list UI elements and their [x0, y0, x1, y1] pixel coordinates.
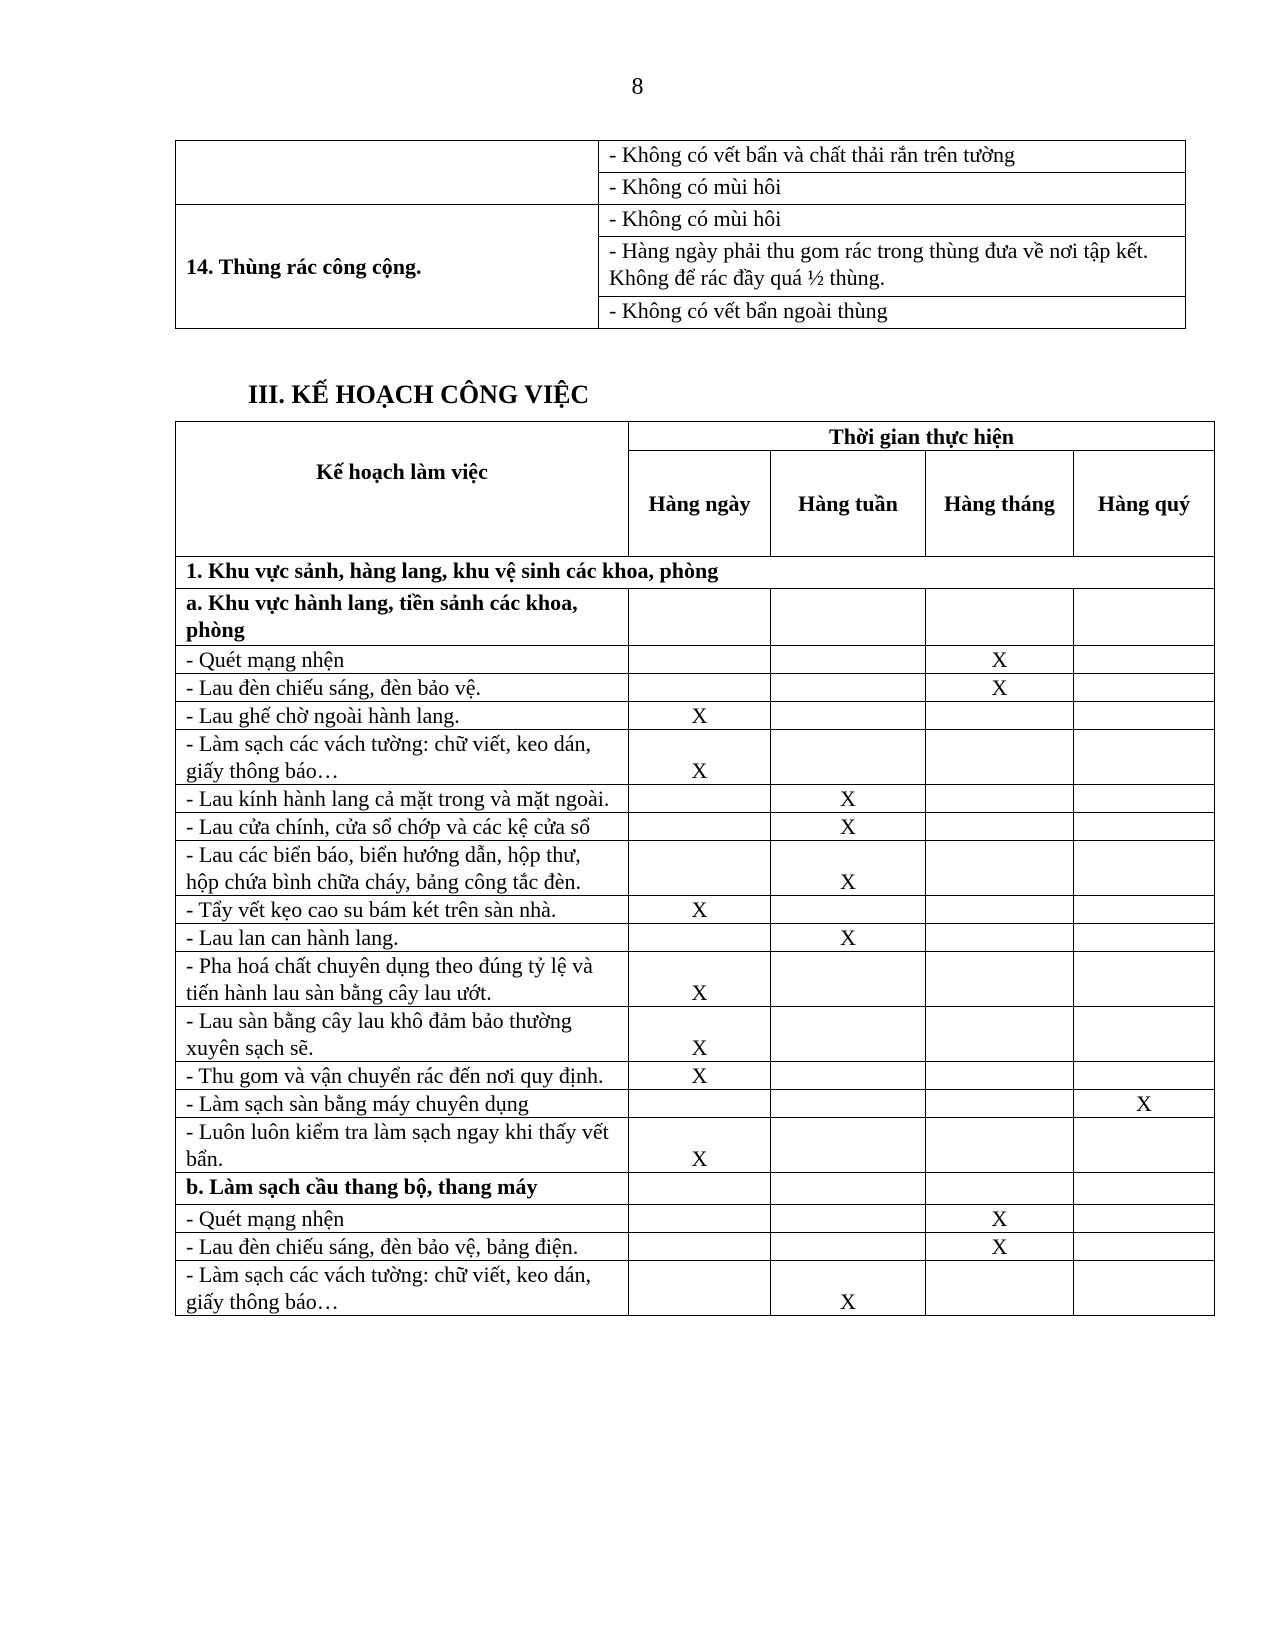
section-row — [176, 557, 1215, 589]
empty-cell — [926, 589, 1074, 646]
frequency-mark-weekly — [771, 1062, 926, 1090]
frequency-mark-weekly — [771, 952, 926, 1007]
table-row — [176, 1205, 1215, 1233]
frequency-mark-weekly — [771, 730, 926, 785]
frequency-mark-monthly — [926, 813, 1074, 841]
frequency-mark-daily — [629, 1261, 771, 1316]
frequency-mark-weekly: X — [771, 813, 926, 841]
frequency-mark-monthly: X — [926, 1233, 1074, 1261]
frequency-mark-weekly: X — [771, 924, 926, 952]
frequency-mark-weekly: X — [771, 841, 926, 896]
task-cell: - Lau kính hành lang cả mặt trong và mặt ngoài. — [176, 785, 629, 813]
frequency-mark-quarterly — [1074, 1261, 1215, 1316]
frequency-mark-daily: X — [629, 952, 771, 1007]
task-cell: - Quét mạng nhện — [176, 646, 629, 674]
frequency-mark-daily — [629, 646, 771, 674]
task-cell: - Lau đèn chiếu sáng, đèn bảo vệ, bảng điện. — [176, 1233, 629, 1261]
task-cell: - Lau các biển báo, biển hướng dẫn, hộp thư, hộp chứa bình chữa cháy, bảng công tắc đèn. — [176, 841, 629, 896]
table-row — [176, 674, 1215, 702]
subsection-row — [176, 589, 1215, 646]
section-heading: III. KẾ HOẠCH CÔNG VIỆC — [248, 380, 590, 409]
frequency-mark-weekly — [771, 896, 926, 924]
criteria-table — [175, 140, 1186, 329]
frequency-mark-daily: X — [629, 702, 771, 730]
criteria-item: - Không có mùi hôi — [599, 205, 1186, 237]
frequency-mark-daily: X — [629, 1118, 771, 1173]
column-header-quarterly: Hàng quý — [1074, 451, 1215, 557]
criteria-item: - Không có vết bẩn và chất thải rắn trên tường — [599, 141, 1186, 173]
task-cell: - Lau ghế chờ ngoài hành lang. — [176, 702, 629, 730]
section-title: 1. Khu vực sảnh, hàng lang, khu vệ sinh các khoa, phòng — [176, 557, 1215, 589]
table-row — [176, 1233, 1215, 1261]
frequency-mark-monthly — [926, 1062, 1074, 1090]
frequency-mark-weekly — [771, 702, 926, 730]
table-row — [176, 841, 1215, 896]
table-row — [176, 1261, 1215, 1316]
empty-cell — [1074, 1173, 1215, 1205]
empty-cell — [926, 1173, 1074, 1205]
task-cell: - Làm sạch các vách tường: chữ viết, keo dán, giấy thông báo… — [176, 730, 629, 785]
table-row — [176, 1062, 1215, 1090]
frequency-mark-weekly — [771, 1205, 926, 1233]
frequency-mark-daily — [629, 1233, 771, 1261]
empty-cell — [1074, 589, 1215, 646]
subsection-row — [176, 1173, 1215, 1205]
task-cell: - Lau lan can hành lang. — [176, 924, 629, 952]
frequency-mark-weekly: X — [771, 1261, 926, 1316]
frequency-mark-monthly — [926, 1118, 1074, 1173]
task-cell: - Làm sạch các vách tường: chữ viết, keo dán, giấy thông báo… — [176, 1261, 629, 1316]
column-header-monthly: Hàng tháng — [926, 451, 1074, 557]
frequency-mark-quarterly — [1074, 1007, 1215, 1062]
frequency-mark-daily — [629, 813, 771, 841]
task-column-header: Kế hoạch làm việc — [176, 422, 629, 557]
time-group-header: Thời gian thực hiện — [629, 422, 1215, 451]
frequency-mark-quarterly — [1074, 785, 1215, 813]
table-row — [176, 813, 1215, 841]
table-row — [176, 646, 1215, 674]
frequency-mark-monthly — [926, 1090, 1074, 1118]
frequency-mark-monthly — [926, 730, 1074, 785]
frequency-mark-monthly: X — [926, 1205, 1074, 1233]
frequency-mark-quarterly — [1074, 646, 1215, 674]
frequency-mark-daily: X — [629, 730, 771, 785]
task-cell: - Lau cửa chính, cửa sổ chớp và các kệ cửa sổ — [176, 813, 629, 841]
frequency-mark-quarterly — [1074, 730, 1215, 785]
frequency-mark-monthly — [926, 896, 1074, 924]
frequency-mark-weekly — [771, 674, 926, 702]
table-row — [176, 702, 1215, 730]
frequency-mark-weekly — [771, 1007, 926, 1062]
frequency-mark-monthly: X — [926, 674, 1074, 702]
table-row — [176, 952, 1215, 1007]
frequency-mark-monthly — [926, 702, 1074, 730]
frequency-mark-quarterly — [1074, 952, 1215, 1007]
frequency-mark-quarterly — [1074, 841, 1215, 896]
frequency-mark-quarterly — [1074, 674, 1215, 702]
task-cell: - Làm sạch sàn bằng máy chuyên dụng — [176, 1090, 629, 1118]
frequency-mark-quarterly — [1074, 702, 1215, 730]
criteria-label: 14. Thùng rác công cộng. — [176, 205, 599, 329]
frequency-mark-monthly — [926, 924, 1074, 952]
column-header-daily: Hàng ngày — [629, 451, 771, 557]
empty-cell — [629, 589, 771, 646]
table-row — [176, 205, 1186, 237]
frequency-mark-weekly — [771, 1233, 926, 1261]
criteria-item: - Không có vết bẩn ngoài thùng — [599, 297, 1186, 329]
criteria-item: - Không có mùi hôi — [599, 173, 1186, 205]
table-row — [176, 1118, 1215, 1173]
task-cell: - Tẩy vết kẹo cao su bám két trên sàn nhà. — [176, 896, 629, 924]
table-row — [176, 785, 1215, 813]
page-number: 8 — [631, 74, 644, 100]
frequency-mark-monthly — [926, 841, 1074, 896]
frequency-mark-daily — [629, 674, 771, 702]
frequency-mark-monthly — [926, 785, 1074, 813]
empty-cell — [771, 589, 926, 646]
task-cell: - Luôn luôn kiểm tra làm sạch ngay khi thấy vết bẩn. — [176, 1118, 629, 1173]
frequency-mark-daily — [629, 1205, 771, 1233]
frequency-mark-weekly: X — [771, 785, 926, 813]
work-plan-table — [175, 421, 1215, 1316]
frequency-mark-daily: X — [629, 1007, 771, 1062]
frequency-mark-quarterly — [1074, 896, 1215, 924]
table-row — [176, 141, 1186, 173]
column-header-weekly: Hàng tuần — [771, 451, 926, 557]
frequency-mark-quarterly — [1074, 1062, 1215, 1090]
frequency-mark-monthly: X — [926, 646, 1074, 674]
criteria-label — [176, 141, 599, 205]
frequency-mark-weekly — [771, 1090, 926, 1118]
frequency-mark-quarterly — [1074, 1233, 1215, 1261]
frequency-mark-quarterly: X — [1074, 1090, 1215, 1118]
frequency-mark-daily — [629, 924, 771, 952]
table-header-row — [176, 422, 1215, 451]
task-cell: - Thu gom và vận chuyển rác đến nơi quy định. — [176, 1062, 629, 1090]
frequency-mark-monthly — [926, 1261, 1074, 1316]
task-cell: - Lau đèn chiếu sáng, đèn bảo vệ. — [176, 674, 629, 702]
frequency-mark-daily — [629, 1090, 771, 1118]
frequency-mark-quarterly — [1074, 1118, 1215, 1173]
frequency-mark-daily: X — [629, 1062, 771, 1090]
task-cell: - Pha hoá chất chuyên dụng theo đúng tỷ lệ và tiến hành lau sàn bằng cây lau ướt. — [176, 952, 629, 1007]
table-row — [176, 924, 1215, 952]
table-row — [176, 1090, 1215, 1118]
frequency-mark-daily — [629, 841, 771, 896]
frequency-mark-daily — [629, 785, 771, 813]
subsection-title: b. Làm sạch cầu thang bộ, thang máy — [176, 1173, 629, 1205]
frequency-mark-weekly — [771, 646, 926, 674]
task-cell: - Quét mạng nhện — [176, 1205, 629, 1233]
table-row — [176, 730, 1215, 785]
table-row — [176, 896, 1215, 924]
frequency-mark-monthly — [926, 952, 1074, 1007]
frequency-mark-daily: X — [629, 896, 771, 924]
subsection-title: a. Khu vực hành lang, tiền sảnh các khoa, phòng — [176, 589, 629, 646]
frequency-mark-quarterly — [1074, 813, 1215, 841]
frequency-mark-quarterly — [1074, 924, 1215, 952]
table-row — [176, 1007, 1215, 1062]
frequency-mark-monthly — [926, 1007, 1074, 1062]
frequency-mark-quarterly — [1074, 1205, 1215, 1233]
task-cell: - Lau sàn bằng cây lau khô đảm bảo thường xuyên sạch sẽ. — [176, 1007, 629, 1062]
empty-cell — [771, 1173, 926, 1205]
frequency-mark-weekly — [771, 1118, 926, 1173]
empty-cell — [629, 1173, 771, 1205]
criteria-item: - Hàng ngày phải thu gom rác trong thùng đưa về nơi tập kết. Không để rác đầy quá ½ thùng. — [599, 237, 1186, 297]
